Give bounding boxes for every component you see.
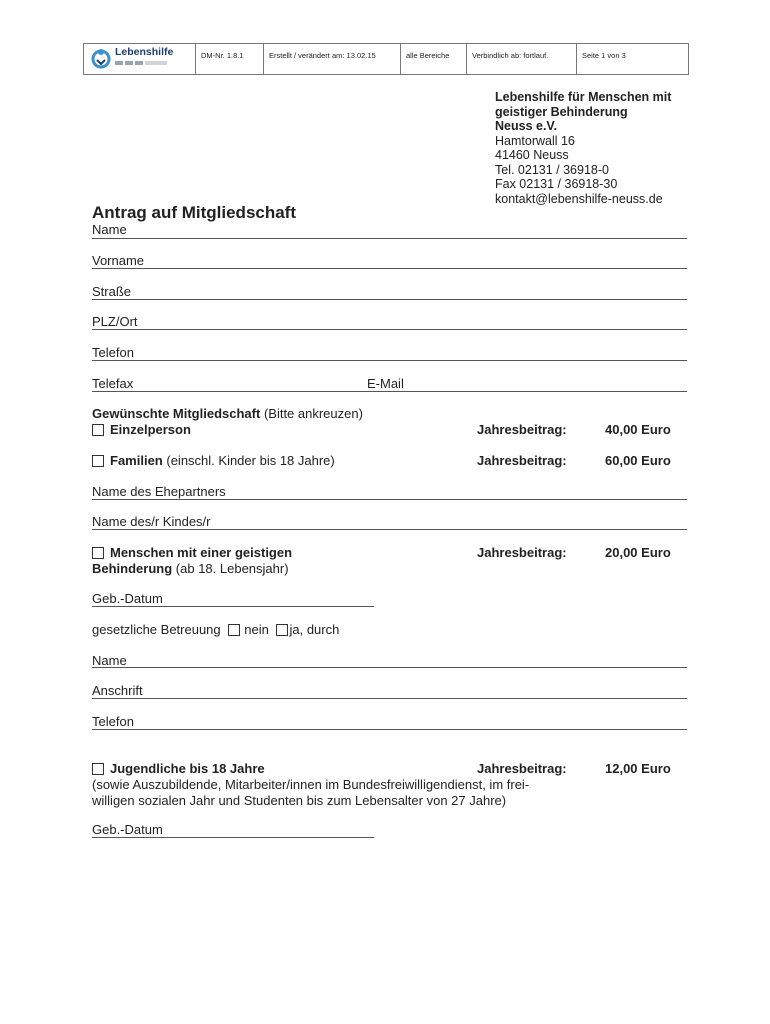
behinderung-checkbox[interactable] [92,547,104,559]
geb-label: Geb.-Datum [92,591,163,606]
einzel-checkbox[interactable] [92,424,104,436]
betreuer-telefon-label: Telefon [92,714,134,729]
geb2-label: Geb.-Datum [92,822,163,837]
plz-field[interactable] [92,329,687,330]
membership-heading [92,406,363,421]
kinder-label: Name des/r Kindes/r [92,514,211,529]
behinderung-detail: (ab 18. Lebensjahr) [175,561,289,576]
telefax-label: Telefax [92,376,134,391]
jugend-checkbox[interactable] [92,763,104,775]
logo-name: Lebenshilfe [115,46,174,58]
created-date: Erstellt / verändert am: 13.02.15 [263,44,400,74]
familie-fee-label: Jahresbeitrag: [477,453,567,468]
jugend-note-2: willigen sozialen Jahr und Studenten bis zum Lebensalter von 27 Jahre) [92,793,507,808]
name-label: Name [92,222,127,237]
betreuer-name-field[interactable] [92,667,687,668]
familie-detail: (einschl. Kinder bis 18 Jahre) [166,453,335,468]
document-header [83,43,689,75]
jugend-fee-label: Jahresbeitrag: [477,761,567,776]
familie-checkbox[interactable] [92,455,104,467]
behinderung-fee: 20,00 Euro [605,545,671,560]
betreuung-ja-label: ja, durch [289,622,340,637]
address-tel: Tel. 02131 / 36918-0 [495,162,609,177]
betreuung-nein-checkbox[interactable] [228,624,240,636]
plz-label: PLZ/Ort [92,314,138,329]
lebenshilfe-logo-icon [90,47,112,69]
telefon-label: Telefon [92,345,134,360]
behinderung-fee-label: Jahresbeitrag: [477,545,567,560]
jugend-label: Jugendliche bis 18 Jahre [110,761,265,776]
betreuung-nein-label: nein [244,622,269,637]
jugend-note-1: (sowie Auszubildende, Mitarbeiter/innen im Bundesfreiwilligendienst, im frei- [92,777,530,792]
jugend-fee: 12,00 Euro [605,761,671,776]
option-behinderung [92,545,292,577]
ehepartner-label: Name des Ehepartners [92,484,226,499]
vorname-field[interactable] [92,268,687,269]
doc-number: DM-Nr. 1.8.1 [195,44,263,74]
kinder-field[interactable] [92,529,687,530]
einzel-fee-label: Jahresbeitrag: [477,422,567,437]
familie-fee: 60,00 Euro [605,453,671,468]
vorname-label: Vorname [92,253,145,268]
strasse-label: Straße [92,284,132,299]
behinderung-label-1: Menschen mit einer geistigen [110,545,293,560]
einzel-fee: 40,00 Euro [605,422,671,437]
telefax-email-field[interactable] [92,391,687,392]
geb-field[interactable] [92,606,374,607]
membership-heading-text: Gewünschte Mitgliedschaft [92,406,261,421]
betreuung-label: gesetzliche Betreuung [92,622,221,637]
org-line-3: Neuss e.V. [495,119,558,133]
name-field[interactable] [92,238,687,239]
binding-date: Verbindlich ab: fortlauf. [466,44,576,74]
address-city: 41460 Neuss [495,148,569,162]
option-familie [92,453,335,468]
address-block [495,90,671,206]
geb2-field[interactable] [92,837,374,838]
betreuer-anschrift-field[interactable] [92,698,687,699]
telefon-field[interactable] [92,360,687,361]
option-einzel [92,422,191,437]
address-email: kontakt@lebenshilfe-neuss.de [495,191,663,206]
address-street: Hamtorwall 16 [495,133,575,148]
familie-label: Familien [110,453,163,468]
strasse-field[interactable] [92,299,687,300]
behinderung-label-2: Behinderung [92,561,173,576]
scope: alle Bereiche [400,44,466,74]
page-number: Seite 1 von 3 [576,44,688,74]
org-line-1: Lebenshilfe für Menschen mit [495,90,672,104]
logo [84,44,195,74]
betreuung-ja-checkbox[interactable] [276,624,288,636]
betreuer-telefon-field[interactable] [92,729,687,730]
page-title: Antrag auf Mitgliedschaft [92,203,297,222]
betreuer-anschrift-label: Anschrift [92,683,143,698]
membership-hint: (Bitte ankreuzen) [263,406,363,421]
ehepartner-field[interactable] [92,499,687,500]
org-line-2: geistiger Behinderung [495,104,628,119]
address-fax: Fax 02131 / 36918-30 [495,177,618,191]
einzel-label: Einzelperson [110,422,191,437]
option-jugend [92,761,529,809]
betreuer-name-label: Name [92,653,127,668]
email-label: E-Mail [367,376,404,391]
betreuung-row [92,622,339,637]
